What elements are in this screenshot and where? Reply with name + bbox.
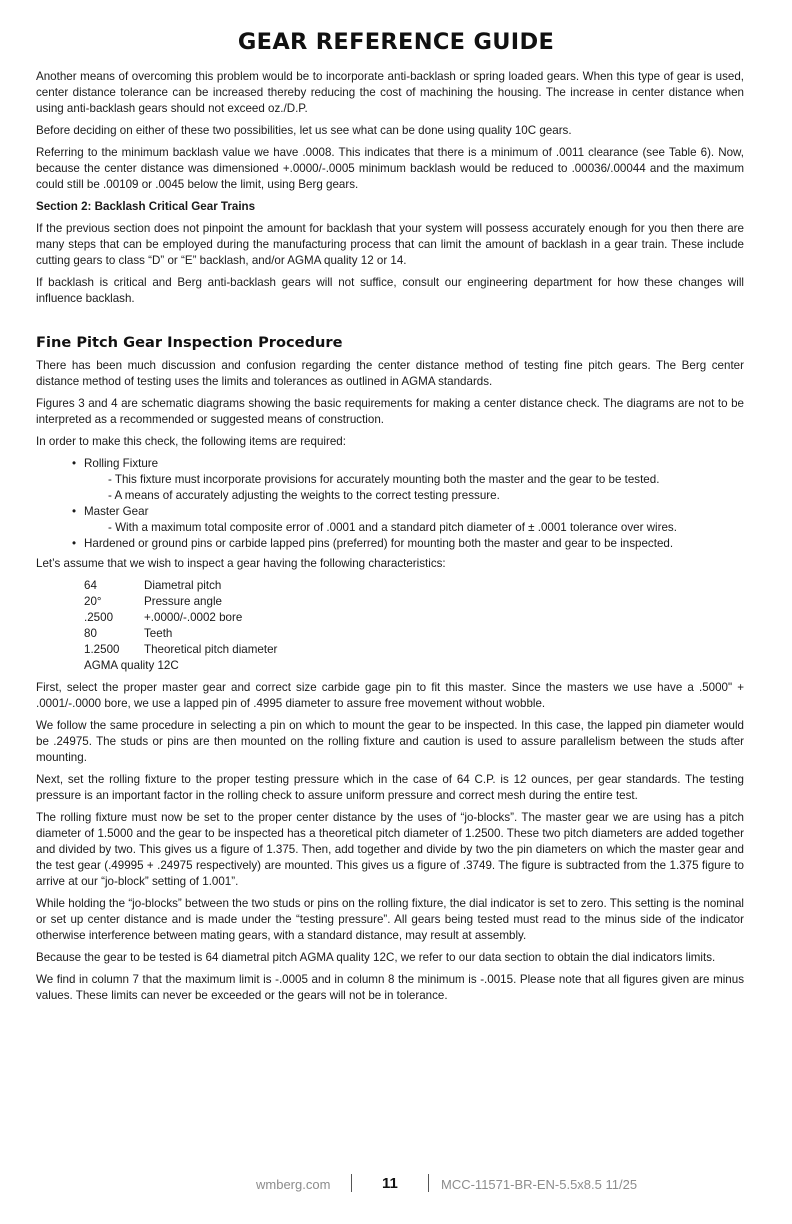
- spec-row: [84, 626, 744, 642]
- spec-value: 64: [84, 579, 97, 592]
- bullet-icon: •: [72, 537, 77, 550]
- paragraph: We find in column 7 that the maximum limit is -.0005 and in column 8 the minimum is -.0015. Please note that all figures given are minus values. These limits can never be exceeded or the gears will not be in tolerance.: [36, 973, 744, 1002]
- section-heading: Section 2: Backlash Critical Gear Trains: [36, 200, 256, 213]
- footer-divider: [351, 1174, 352, 1192]
- spec-desc: Pressure angle: [144, 595, 222, 608]
- list-item-label: Hardened or ground pins or carbide lapped pins (preferred) for mounting both the master and gear to be inspected.: [84, 537, 674, 550]
- paragraph: While holding the “jo-blocks” between the two studs or pins on the rolling fixture, the dial indicator is set to zero. This setting is the nominal or set up center distance and is made under the “testing pressure”. All gears being tested must read to the minus side of the indicator otherwise interference between mating gears, with a standard distance, may result at assembly.: [36, 897, 744, 942]
- list-item: [72, 456, 744, 504]
- spec-value: .2500: [84, 611, 114, 624]
- bullet-icon: •: [72, 457, 77, 470]
- paragraph: If the previous section does not pinpoint the amount for backlash that your system will possess accurately enough for you then there are many steps that can be employed during the manufacturing process that can limit the amount of backlash in a gear train. These include cutting gears to class “D” or “E” backlash, and/or AGMA quality 12 or 14.: [36, 222, 744, 267]
- spec-desc: Theoretical pitch diameter: [144, 643, 278, 656]
- page-title: GEAR REFERENCE GUIDE: [237, 29, 555, 55]
- spec-row: [84, 578, 744, 594]
- spec-value: 80: [84, 627, 97, 640]
- paragraph: We follow the same procedure in selecting a pin on which to mount the gear to be inspected. In this case, the lapped pin diameter would be .24975. The studs or pins are then mounted on the rolling fixture and caution is used to assure parallelism between the studs after mounting.: [36, 719, 744, 764]
- paragraph: Before deciding on either of these two possibilities, let us see what can be done using quality 10C gears.: [36, 124, 572, 137]
- document-body: [36, 69, 744, 1010]
- list-item-label: Master Gear: [84, 505, 149, 518]
- spec-value: 1.2500: [84, 643, 120, 656]
- spec-row: [84, 642, 744, 658]
- list-subitem: - A means of accurately adjusting the weights to the correct testing pressure.: [108, 489, 500, 502]
- spec-desc: +.0000/-.0002 bore: [144, 611, 243, 624]
- list-item: [72, 504, 744, 536]
- footer-divider: [428, 1174, 429, 1192]
- inspection-heading: Fine Pitch Gear Inspection Procedure: [36, 334, 343, 351]
- spec-row: [84, 594, 744, 610]
- paragraph: In order to make this check, the following items are required:: [36, 435, 346, 448]
- paragraph: Referring to the minimum backlash value we have .0008. This indicates that there is a minimum of .0011 clearance (see Table 6). Now, because the center distance was dimensioned +.0000/-.0005 minimum backlash would be reduced to .00036/.00044 and the maximum could still be .00109 or .0045 below the limit, using Berg gears.: [36, 146, 744, 191]
- paragraph: Figures 3 and 4 are schematic diagrams showing the basic requirements for making a center distance check. The diagrams are not to be interpreted as a recommended or suggested means of construction.: [36, 397, 744, 426]
- paragraph: Because the gear to be tested is 64 diametral pitch AGMA quality 12C, we refer to our data section to obtain the dial indicators limits.: [36, 951, 716, 964]
- list-subitem: - With a maximum total composite error of .0001 and a standard pitch diameter of ± .0001 tolerance over wires.: [108, 521, 677, 534]
- list-item: [72, 536, 744, 552]
- spec-desc: Diametral pitch: [144, 579, 222, 592]
- gear-spec-list: [84, 578, 744, 674]
- paragraph: Let’s assume that we wish to inspect a gear having the following characteristics:: [36, 557, 446, 570]
- list-subitem: - This fixture must incorporate provisions for accurately mounting both the master and the gear to be tested.: [108, 473, 660, 486]
- page-number: 11: [382, 1175, 398, 1192]
- requirements-list: [72, 456, 744, 552]
- spec-row: [84, 658, 744, 674]
- paragraph: Another means of overcoming this problem would be to incorporate anti-backlash or spring loaded gears. When this type of gear is used, center distance tolerance can be increased thereby reducing the cost of machining the housing. The increase in center distance when using anti-backlash gears should not exceed oz./D.P.: [36, 70, 744, 115]
- paragraph: If backlash is critical and Berg anti-backlash gears will not suffice, consult our engineering department for how these changes will influence backlash.: [36, 276, 744, 305]
- paragraph: The rolling fixture must now be set to the proper center distance by the uses of “jo-blocks”. The master gear we are using has a pitch diameter of 1.5000 and the gear to be inspected has a theoretical pitch diameter of 1.2500. These two pitch diameters are added together and divided by two. This gives us a figure of 1.375. Then, add together and divide by two the pin diameters on which the master gear and the test gear (.49995 + .24975 respectively) are mounted. This gives us a figure of .3749. The figure is subtracted from the 1.375 figure to arrive at our “jo-block” setting of 1.001”.: [36, 811, 744, 888]
- paragraph: There has been much discussion and confusion regarding the center distance method of testing fine pitch gears. The Berg center distance method of testing uses the limits and tolerances as outlined in AGMA standards.: [36, 359, 744, 388]
- footer-doc-code: MCC-11571-BR-EN-5.5x8.5 11/25: [441, 1177, 638, 1192]
- footer-website: wmberg.com: [256, 1177, 331, 1192]
- page-footer: [0, 1174, 792, 1196]
- spec-quality: AGMA quality 12C: [84, 659, 179, 672]
- spec-desc: Teeth: [144, 627, 173, 640]
- paragraph: Next, set the rolling fixture to the proper testing pressure which in the case of 64 C.P. is 12 ounces, per gear standards. The testing pressure is an important factor in the rolling check to assure uniform pressure and correct mesh during the entire test.: [36, 773, 744, 802]
- bullet-icon: •: [72, 505, 77, 518]
- list-item-label: Rolling Fixture: [84, 457, 159, 470]
- spec-value: 20°: [84, 595, 102, 608]
- spec-row: [84, 610, 744, 626]
- paragraph: First, select the proper master gear and correct size carbide gage pin to fit this master. Since the masters we use have a .5000" + .0001/-.0000 bore, we use a lapped pin of .4995 diameter to assure free movement without wobble.: [36, 681, 744, 710]
